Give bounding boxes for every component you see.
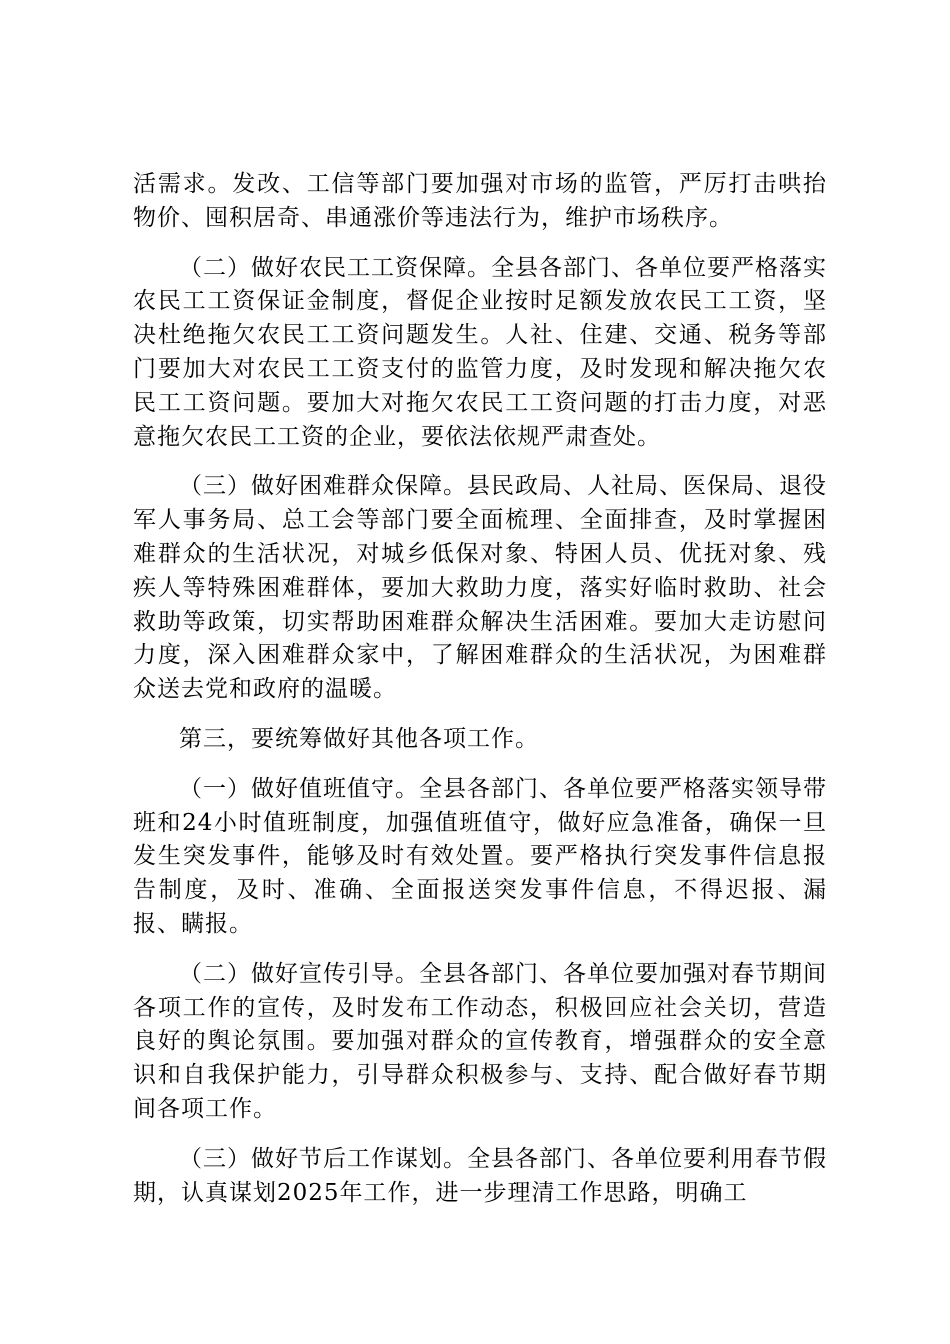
paragraph-duty-watch: （一）做好值班值守。全县各部门、各单位要严格落实领导带班和24小时值班制度，加强值班值守，做好应急准备，确保一旦发生突发事件，能够及时有效处置。要严格执行突发事件信息报告制度，及时、准确、全面报送突发事件信息，不得迟报、漏报、瞒报。 (133, 775, 827, 937)
paragraph-publicity-guidance: （二）做好宣传引导。全县各部门、各单位要加强对春节期间各项工作的宣传，及时发布工作动态，积极回应社会关切，营造良好的舆论氛围。要加强对群众的宣传教育，增强群众的安全意识和自我保护能力，引导群众积极参与、支持、配合做好春节期间各项工作。 (133, 960, 827, 1122)
paragraph-market-supervision: 活需求。发改、工信等部门要加强对市场的监管，严厉打击哄抬物价、囤积居奇、串通涨价等违法行为，维护市场秩序。 (133, 171, 827, 231)
section-heading-third: 第三，要统筹做好其他各项工作。 (179, 725, 539, 752)
document-page (133, 168, 827, 1226)
paragraph-post-holiday-planning: （三）做好节后工作谋划。全县各部门、各单位要利用春节假期，认真谋划2025年工作，进一步理清工作思路，明确工 (133, 1145, 827, 1206)
paragraph-needy-groups-guarantee: （三）做好困难群众保障。县民政局、人社局、医保局、退役军人事务局、总工会等部门要全面梳理、全面排查，及时掌握困难群众的生活状况，对城乡低保对象、特困人员、优抚对象、残疾人等特殊困难群体，要加大救助力度，落实好临时救助、社会救助等政策，切实帮助困难群众解决生活困难。要加大走访慰问力度，深入困难群众家中，了解困难群众的生活状况，为困难群众送去党和政府的温暖。 (133, 473, 827, 703)
paragraph-migrant-wage-guarantee: （二）做好农民工工资保障。全县各部门、各单位要严格落实农民工工资保证金制度，督促企业按时足额发放农民工工资，坚决杜绝拖欠农民工工资问题发生。人社、住建、交通、税务等部门要加大对农民工工资支付的监管力度，及时发现和解决拖欠农民工工资问题。要加大对拖欠农民工工资问题的打击力度，对恶意拖欠农民工工资的企业，要依法依规严肃查处。 (133, 254, 827, 450)
